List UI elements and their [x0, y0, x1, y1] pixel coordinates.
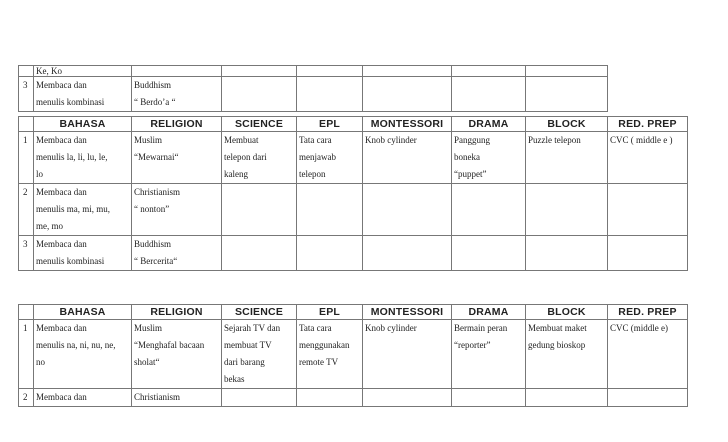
science-cell: Sejarah TV dan membuat TV dari barang bekas	[222, 320, 297, 389]
header-row	[19, 305, 688, 320]
bahasa-cell: Membaca dan menulis kombinasi	[34, 77, 132, 112]
header-science: SCIENCE	[222, 117, 297, 132]
top-fragment-table	[18, 65, 608, 112]
header-red-prep: RED. PREP	[608, 117, 688, 132]
header-red-prep: RED. PREP	[608, 305, 688, 320]
red-prep-cell: CVC ( middle e )	[608, 132, 688, 184]
table-row	[19, 132, 688, 184]
block-cell: Puzzle telepon	[526, 132, 608, 184]
header-religion: RELIGION	[132, 117, 222, 132]
science-cell: Membuat telepon dari kaleng	[222, 132, 297, 184]
religion-cell: Muslim “Menghafal bacaan sholat“	[132, 320, 222, 389]
block-cell: Membuat maket gedung bioskop	[526, 320, 608, 389]
lesson-table-1	[18, 116, 688, 271]
table-row	[19, 389, 688, 407]
red-prep-cell: CVC (middle e)	[608, 320, 688, 389]
religion-cell: Christianism	[132, 389, 222, 407]
bahasa-cell: Membaca dan	[34, 389, 132, 407]
row-num: 2	[19, 389, 34, 407]
table-row	[19, 184, 688, 236]
bahasa-cell: Membaca dan menulis la, li, lu, le, lo	[34, 132, 132, 184]
epl-cell: Tata cara menjawab telepon	[297, 132, 363, 184]
table-row	[19, 236, 688, 271]
row-num: 1	[19, 320, 34, 389]
table-row	[19, 320, 688, 389]
religion-cell: Christianism “ nonton”	[132, 184, 222, 236]
drama-cell: Bermain peran “reporter”	[452, 320, 526, 389]
header-epl: EPL	[297, 305, 363, 320]
religion-cell: Buddhism “ Berdo’a “	[132, 77, 222, 112]
lesson-table-2	[18, 304, 688, 407]
row-num: 3	[19, 77, 34, 112]
header-epl: EPL	[297, 117, 363, 132]
montessori-cell: Knob cylinder	[363, 320, 452, 389]
header-block: BLOCK	[526, 305, 608, 320]
header-science: SCIENCE	[222, 305, 297, 320]
religion-cell: Buddhism “ Bercerita“	[132, 236, 222, 271]
row-num	[19, 66, 34, 77]
header-montessori: MONTESSORI	[363, 305, 452, 320]
religion-cell: Muslim “Mewarnai“	[132, 132, 222, 184]
header-drama: DRAMA	[452, 305, 526, 320]
bahasa-cell: Ke, Ko	[34, 66, 132, 77]
row-num: 3	[19, 236, 34, 271]
header-religion: RELIGION	[132, 305, 222, 320]
row-num: 1	[19, 132, 34, 184]
bahasa-cell: Membaca dan menulis na, ni, nu, ne, no	[34, 320, 132, 389]
drama-cell: Panggung boneka “puppet”	[452, 132, 526, 184]
header-bahasa: BAHASA	[34, 305, 132, 320]
bahasa-cell: Membaca dan menulis kombinasi	[34, 236, 132, 271]
header-drama: DRAMA	[452, 117, 526, 132]
montessori-cell: Knob cylinder	[363, 132, 452, 184]
row-num: 2	[19, 184, 34, 236]
bahasa-cell: Membaca dan menulis ma, mi, mu, me, mo	[34, 184, 132, 236]
header-montessori: MONTESSORI	[363, 117, 452, 132]
epl-cell: Tata cara menggunakan remote TV	[297, 320, 363, 389]
header-block: BLOCK	[526, 117, 608, 132]
header-row	[19, 117, 688, 132]
header-bahasa: BAHASA	[34, 117, 132, 132]
